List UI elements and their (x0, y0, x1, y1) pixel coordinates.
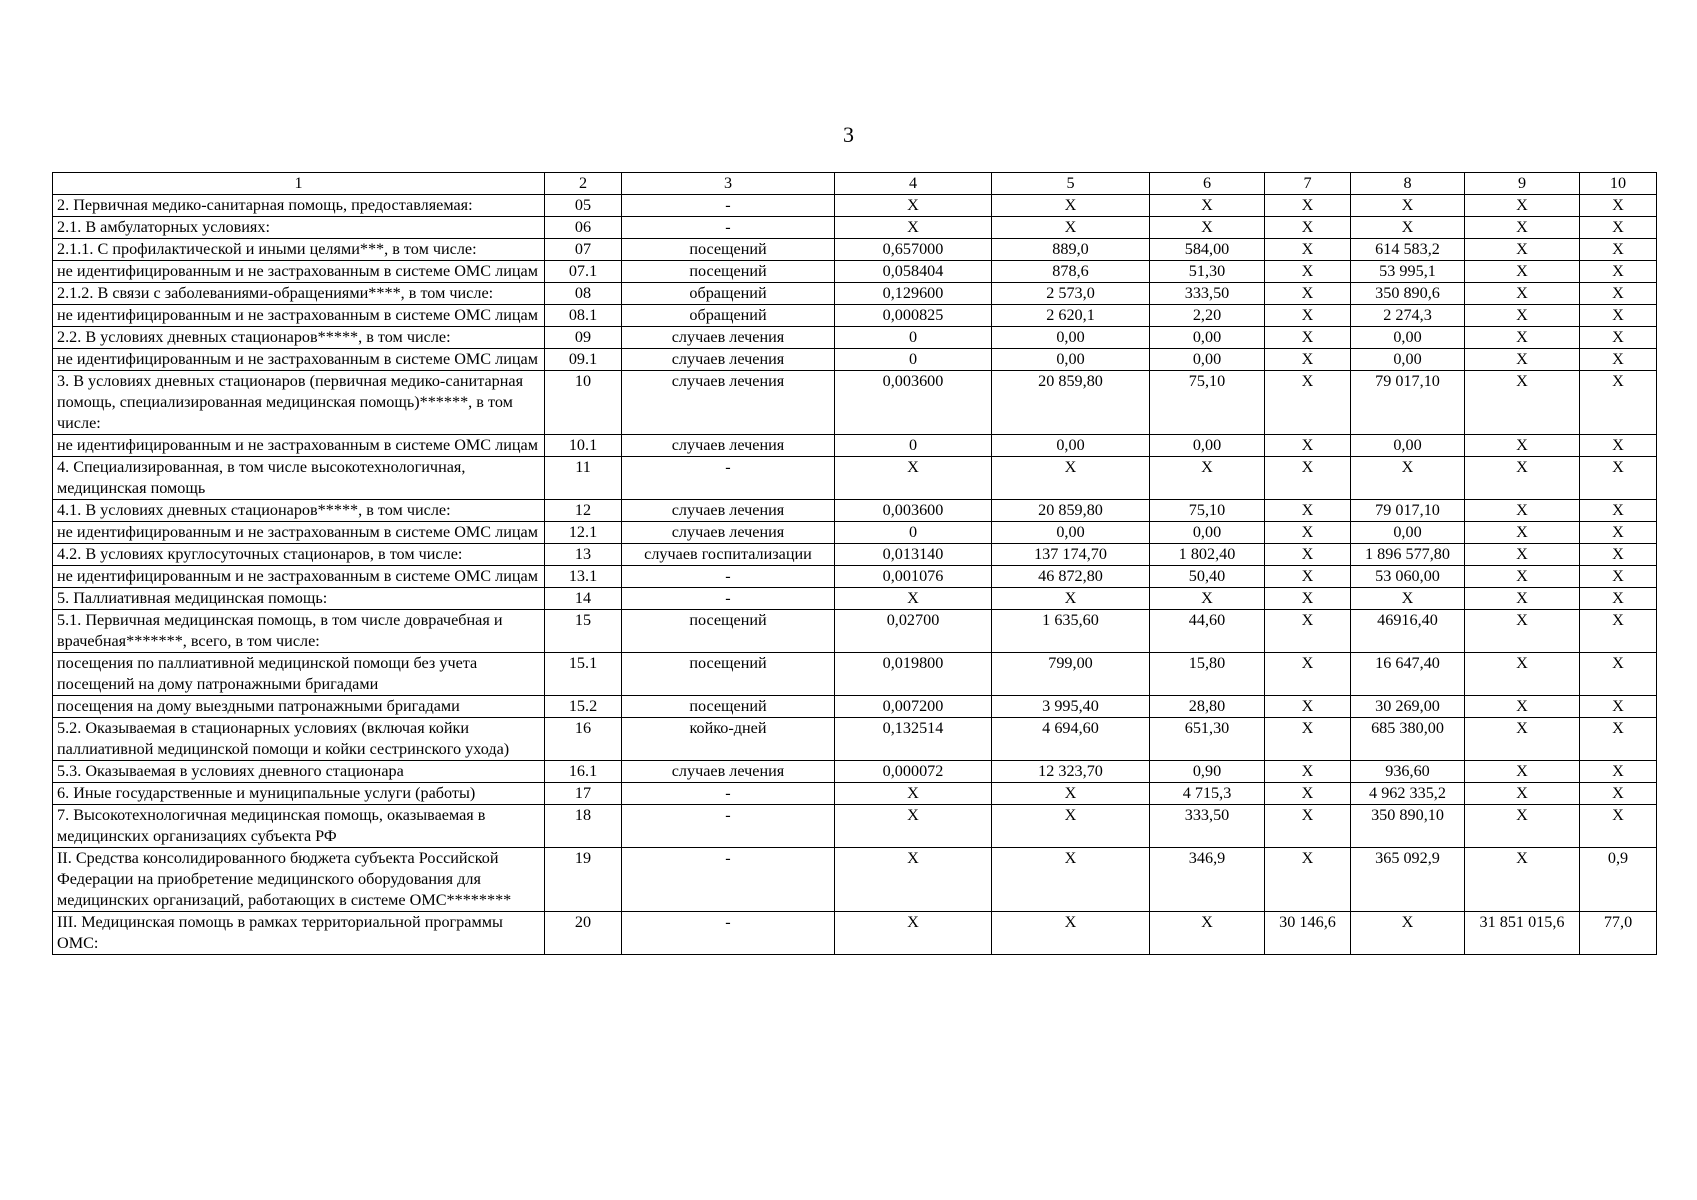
value-cell: 75,10 (1150, 500, 1265, 522)
value-cell: 137 174,70 (992, 544, 1150, 566)
value-cell: 0,000072 (835, 761, 992, 783)
value-cell: Х (1265, 239, 1351, 261)
row-label: 5.1. Первичная медицинская помощь, в том числе доврачебная и врачебная*******, всего, в том числе: (53, 610, 545, 653)
unit-cell: случаев лечения (622, 349, 835, 371)
row-label: 4.1. В условиях дневных стационаров*****, в том числе: (53, 500, 545, 522)
value-cell: Х (1150, 195, 1265, 217)
value-cell: 2 620,1 (992, 305, 1150, 327)
column-number: 7 (1265, 173, 1351, 195)
unit-cell: - (622, 805, 835, 848)
table-row (53, 500, 1657, 522)
row-label: не идентифицированным и не застрахованным в системе ОМС лицам (53, 435, 545, 457)
unit-cell: случаев лечения (622, 500, 835, 522)
financing-table (52, 172, 1657, 955)
table-row (53, 912, 1657, 955)
value-cell: 1 802,40 (1150, 544, 1265, 566)
value-cell: 0,132514 (835, 718, 992, 761)
table-row (53, 610, 1657, 653)
table-row (53, 327, 1657, 349)
value-cell: Х (1580, 261, 1657, 283)
value-cell: Х (835, 588, 992, 610)
column-number: 3 (622, 173, 835, 195)
row-code: 08.1 (545, 305, 622, 327)
value-cell: Х (992, 588, 1150, 610)
table-row (53, 435, 1657, 457)
value-cell: Х (1150, 217, 1265, 239)
row-label: II. Средства консолидированного бюджета субъекта Российской Федерации на приобретение медицинского оборудования для медицинских организаций, работающих в системе ОМС******** (53, 848, 545, 912)
value-cell: 53 995,1 (1351, 261, 1465, 283)
column-number: 8 (1351, 173, 1465, 195)
value-cell: Х (835, 195, 992, 217)
row-code: 10.1 (545, 435, 622, 457)
value-cell: Х (1265, 610, 1351, 653)
row-code: 06 (545, 217, 622, 239)
value-cell: Х (835, 912, 992, 955)
value-cell: Х (992, 217, 1150, 239)
unit-cell: - (622, 217, 835, 239)
value-cell: Х (1351, 195, 1465, 217)
row-label: 4. Специализированная, в том числе высокотехнологичная, медицинская помощь (53, 457, 545, 500)
value-cell: Х (1580, 349, 1657, 371)
table-row (53, 718, 1657, 761)
value-cell: 0,02700 (835, 610, 992, 653)
value-cell: 31 851 015,6 (1465, 912, 1580, 955)
value-cell: Х (1265, 371, 1351, 435)
value-cell: 0 (835, 349, 992, 371)
value-cell: Х (1465, 239, 1580, 261)
value-cell: Х (1580, 588, 1657, 610)
value-cell: Х (1580, 610, 1657, 653)
value-cell: 936,60 (1351, 761, 1465, 783)
value-cell: Х (992, 912, 1150, 955)
value-cell: Х (1265, 217, 1351, 239)
value-cell: 50,40 (1150, 566, 1265, 588)
value-cell: Х (1580, 217, 1657, 239)
value-cell: Х (1465, 500, 1580, 522)
value-cell: Х (1580, 283, 1657, 305)
value-cell: 651,30 (1150, 718, 1265, 761)
row-label: 5.3. Оказываемая в условиях дневного стационара (53, 761, 545, 783)
row-label: не идентифицированным и не застрахованным в системе ОМС лицам (53, 261, 545, 283)
value-cell: Х (1265, 805, 1351, 848)
value-cell: 0,00 (1351, 435, 1465, 457)
column-number: 4 (835, 173, 992, 195)
row-code: 19 (545, 848, 622, 912)
value-cell: 0,9 (1580, 848, 1657, 912)
row-code: 15.1 (545, 653, 622, 696)
value-cell: Х (835, 805, 992, 848)
table-row (53, 305, 1657, 327)
column-number: 6 (1150, 173, 1265, 195)
row-label: 2.2. В условиях дневных стационаров*****, в том числе: (53, 327, 545, 349)
value-cell: Х (1580, 327, 1657, 349)
value-cell: 584,00 (1150, 239, 1265, 261)
value-cell: Х (1265, 457, 1351, 500)
unit-cell: случаев лечения (622, 327, 835, 349)
value-cell: Х (1465, 805, 1580, 848)
value-cell: 79 017,10 (1351, 500, 1465, 522)
value-cell: Х (1265, 327, 1351, 349)
value-cell: 51,30 (1150, 261, 1265, 283)
value-cell: Х (1265, 283, 1351, 305)
table-row (53, 696, 1657, 718)
row-code: 13 (545, 544, 622, 566)
value-cell: 77,0 (1580, 912, 1657, 955)
value-cell: 4 962 335,2 (1351, 783, 1465, 805)
value-cell: 2 274,3 (1351, 305, 1465, 327)
value-cell: Х (835, 457, 992, 500)
value-cell: Х (1465, 261, 1580, 283)
value-cell: Х (1265, 761, 1351, 783)
value-cell: 0,003600 (835, 371, 992, 435)
value-cell: Х (992, 805, 1150, 848)
value-cell: 365 092,9 (1351, 848, 1465, 912)
value-cell: Х (1580, 522, 1657, 544)
value-cell: 20 859,80 (992, 371, 1150, 435)
row-label: 6. Иные государственные и муниципальные услуги (работы) (53, 783, 545, 805)
value-cell: 0,00 (1150, 522, 1265, 544)
value-cell: 799,00 (992, 653, 1150, 696)
row-label: не идентифицированным и не застрахованным в системе ОМС лицам (53, 349, 545, 371)
value-cell: Х (1580, 239, 1657, 261)
value-cell: Х (1265, 261, 1351, 283)
value-cell: 4 694,60 (992, 718, 1150, 761)
row-code: 13.1 (545, 566, 622, 588)
value-cell: 0,00 (1351, 327, 1465, 349)
value-cell: Х (1265, 305, 1351, 327)
unit-cell: случаев лечения (622, 435, 835, 457)
unit-cell: - (622, 912, 835, 955)
value-cell: 0,90 (1150, 761, 1265, 783)
value-cell: 0,00 (992, 522, 1150, 544)
value-cell: 0 (835, 327, 992, 349)
value-cell: Х (1351, 217, 1465, 239)
row-label: не идентифицированным и не застрахованным в системе ОМС лицам (53, 566, 545, 588)
value-cell: 333,50 (1150, 805, 1265, 848)
value-cell: Х (1580, 435, 1657, 457)
row-code: 09 (545, 327, 622, 349)
row-code: 07.1 (545, 261, 622, 283)
unit-cell: - (622, 457, 835, 500)
row-label: 2.1. В амбулаторных условиях: (53, 217, 545, 239)
value-cell: Х (1580, 653, 1657, 696)
row-label: 2.1.2. В связи с заболеваниями-обращениями****, в том числе: (53, 283, 545, 305)
value-cell: Х (1265, 349, 1351, 371)
value-cell: 75,10 (1150, 371, 1265, 435)
column-number: 10 (1580, 173, 1657, 195)
value-cell: Х (1580, 566, 1657, 588)
value-cell: Х (1351, 912, 1465, 955)
value-cell: Х (1465, 544, 1580, 566)
column-number: 5 (992, 173, 1150, 195)
value-cell: Х (1465, 610, 1580, 653)
value-cell: 0,129600 (835, 283, 992, 305)
value-cell: Х (1580, 544, 1657, 566)
unit-cell: - (622, 783, 835, 805)
table-row (53, 848, 1657, 912)
unit-cell: посещений (622, 261, 835, 283)
unit-cell: случаев лечения (622, 761, 835, 783)
value-cell: Х (1265, 588, 1351, 610)
value-cell: Х (1265, 848, 1351, 912)
value-cell: Х (1465, 761, 1580, 783)
table-row (53, 544, 1657, 566)
value-cell: Х (1465, 305, 1580, 327)
row-label: 5. Паллиативная медицинская помощь: (53, 588, 545, 610)
value-cell: 15,80 (1150, 653, 1265, 696)
value-cell: 0,007200 (835, 696, 992, 718)
row-label: III. Медицинская помощь в рамках территориальной программы ОМС: (53, 912, 545, 955)
value-cell: 878,6 (992, 261, 1150, 283)
value-cell: Х (1265, 718, 1351, 761)
table-row (53, 805, 1657, 848)
value-cell: Х (1465, 848, 1580, 912)
value-cell: Х (1465, 696, 1580, 718)
row-code: 10 (545, 371, 622, 435)
value-cell: Х (1265, 435, 1351, 457)
value-cell: 614 583,2 (1351, 239, 1465, 261)
value-cell: 1 635,60 (992, 610, 1150, 653)
row-label: посещения по паллиативной медицинской помощи без учета посещений на дому патронажными бригадами (53, 653, 545, 696)
row-label: 4.2. В условиях круглосуточных стационаров, в том числе: (53, 544, 545, 566)
value-cell: Х (1465, 371, 1580, 435)
unit-cell: - (622, 848, 835, 912)
value-cell: 0,00 (1150, 327, 1265, 349)
value-cell: 0,013140 (835, 544, 992, 566)
value-cell: 350 890,6 (1351, 283, 1465, 305)
page-number: 3 (843, 122, 854, 147)
value-cell: Х (1580, 718, 1657, 761)
value-cell: 46 872,80 (992, 566, 1150, 588)
row-code: 05 (545, 195, 622, 217)
value-cell: 0,00 (1351, 522, 1465, 544)
value-cell: 28,80 (1150, 696, 1265, 718)
value-cell: 0,00 (992, 349, 1150, 371)
value-cell: Х (1265, 653, 1351, 696)
table-row (53, 588, 1657, 610)
value-cell: Х (1465, 349, 1580, 371)
value-cell: 30 269,00 (1351, 696, 1465, 718)
unit-cell: посещений (622, 610, 835, 653)
value-cell: Х (1265, 522, 1351, 544)
value-cell: Х (1150, 912, 1265, 955)
value-cell: Х (1465, 566, 1580, 588)
row-label: 2.1.1. С профилактической и иными целями***, в том числе: (53, 239, 545, 261)
value-cell: 3 995,40 (992, 696, 1150, 718)
value-cell: Х (1465, 783, 1580, 805)
table-row (53, 522, 1657, 544)
value-cell: Х (1150, 457, 1265, 500)
value-cell: 0,000825 (835, 305, 992, 327)
value-cell: 79 017,10 (1351, 371, 1465, 435)
table-row (53, 261, 1657, 283)
value-cell: 4 715,3 (1150, 783, 1265, 805)
value-cell: Х (1465, 327, 1580, 349)
value-cell: 0,00 (992, 435, 1150, 457)
value-cell: Х (1580, 500, 1657, 522)
row-code: 18 (545, 805, 622, 848)
row-code: 20 (545, 912, 622, 955)
value-cell: Х (1150, 588, 1265, 610)
value-cell: 685 380,00 (1351, 718, 1465, 761)
value-cell: Х (1465, 457, 1580, 500)
value-cell: 53 060,00 (1351, 566, 1465, 588)
row-code: 16.1 (545, 761, 622, 783)
table-row (53, 349, 1657, 371)
value-cell: Х (835, 848, 992, 912)
value-cell: 346,9 (1150, 848, 1265, 912)
value-cell: Х (1580, 783, 1657, 805)
value-cell: Х (1465, 435, 1580, 457)
table-row (53, 653, 1657, 696)
value-cell: Х (1580, 805, 1657, 848)
value-cell: Х (1265, 696, 1351, 718)
row-code: 12 (545, 500, 622, 522)
table-row (53, 283, 1657, 305)
row-label: 2. Первичная медико-санитарная помощь, предоставляемая: (53, 195, 545, 217)
unit-cell: посещений (622, 239, 835, 261)
unit-cell: - (622, 195, 835, 217)
row-code: 15 (545, 610, 622, 653)
value-cell: Х (1580, 761, 1657, 783)
value-cell: 889,0 (992, 239, 1150, 261)
unit-cell: случаев лечения (622, 522, 835, 544)
value-cell: 20 859,80 (992, 500, 1150, 522)
row-label: посещения на дому выездными патронажными бригадами (53, 696, 545, 718)
unit-cell: случаев лечения (622, 371, 835, 435)
value-cell: 0,003600 (835, 500, 992, 522)
value-cell: Х (1465, 588, 1580, 610)
row-code: 08 (545, 283, 622, 305)
value-cell: Х (1465, 653, 1580, 696)
value-cell: Х (992, 848, 1150, 912)
value-cell: Х (1351, 588, 1465, 610)
row-code: 07 (545, 239, 622, 261)
unit-cell: случаев госпитализации (622, 544, 835, 566)
value-cell: 0,019800 (835, 653, 992, 696)
value-cell: 2,20 (1150, 305, 1265, 327)
value-cell: 44,60 (1150, 610, 1265, 653)
value-cell: Х (1465, 217, 1580, 239)
value-cell: 46916,40 (1351, 610, 1465, 653)
value-cell: Х (992, 783, 1150, 805)
row-label: не идентифицированным и не застрахованным в системе ОМС лицам (53, 305, 545, 327)
unit-cell: койко-дней (622, 718, 835, 761)
value-cell: 0,00 (992, 327, 1150, 349)
value-cell: Х (1465, 522, 1580, 544)
value-cell: 0,00 (1351, 349, 1465, 371)
value-cell: Х (1265, 500, 1351, 522)
row-label: 5.2. Оказываемая в стационарных условиях (включая койки паллиативной медицинской помощи и койки сестринского ухода) (53, 718, 545, 761)
column-number: 1 (53, 173, 545, 195)
row-code: 09.1 (545, 349, 622, 371)
column-number-row (53, 173, 1657, 195)
table-row (53, 783, 1657, 805)
column-number: 9 (1465, 173, 1580, 195)
value-cell: 0,058404 (835, 261, 992, 283)
value-cell: Х (1351, 457, 1465, 500)
row-code: 14 (545, 588, 622, 610)
table-row (53, 457, 1657, 500)
unit-cell: посещений (622, 696, 835, 718)
unit-cell: - (622, 588, 835, 610)
value-cell: 30 146,6 (1265, 912, 1351, 955)
table-row (53, 566, 1657, 588)
value-cell: Х (1580, 305, 1657, 327)
row-label: 3. В условиях дневных стационаров (первичная медико-санитарная помощь, специализированная медицинская помощь)******, в том числе: (53, 371, 545, 435)
row-code: 15.2 (545, 696, 622, 718)
value-cell: Х (1580, 457, 1657, 500)
value-cell: 0,657000 (835, 239, 992, 261)
value-cell: Х (1580, 371, 1657, 435)
value-cell: Х (1265, 544, 1351, 566)
value-cell: Х (1265, 566, 1351, 588)
value-cell: Х (1580, 195, 1657, 217)
value-cell: Х (1265, 783, 1351, 805)
value-cell: 350 890,10 (1351, 805, 1465, 848)
table-row (53, 195, 1657, 217)
value-cell: Х (1265, 195, 1351, 217)
value-cell: Х (1465, 283, 1580, 305)
value-cell: 2 573,0 (992, 283, 1150, 305)
value-cell: 0 (835, 435, 992, 457)
value-cell: 0,001076 (835, 566, 992, 588)
value-cell: 1 896 577,80 (1351, 544, 1465, 566)
row-code: 16 (545, 718, 622, 761)
table-row (53, 761, 1657, 783)
value-cell: 16 647,40 (1351, 653, 1465, 696)
unit-cell: обращений (622, 305, 835, 327)
unit-cell: - (622, 566, 835, 588)
row-code: 11 (545, 457, 622, 500)
row-code: 12.1 (545, 522, 622, 544)
table-row (53, 371, 1657, 435)
column-number: 2 (545, 173, 622, 195)
value-cell: Х (835, 217, 992, 239)
value-cell: Х (1580, 696, 1657, 718)
unit-cell: обращений (622, 283, 835, 305)
table-row (53, 239, 1657, 261)
value-cell: 0,00 (1150, 349, 1265, 371)
value-cell: Х (835, 783, 992, 805)
value-cell: Х (992, 457, 1150, 500)
value-cell: 0,00 (1150, 435, 1265, 457)
row-label: 7. Высокотехнологичная медицинская помощь, оказываемая в медицинских организациях субъекта РФ (53, 805, 545, 848)
value-cell: Х (1465, 195, 1580, 217)
value-cell: Х (1465, 718, 1580, 761)
table-row (53, 217, 1657, 239)
value-cell: 333,50 (1150, 283, 1265, 305)
value-cell: Х (992, 195, 1150, 217)
value-cell: 0 (835, 522, 992, 544)
row-code: 17 (545, 783, 622, 805)
unit-cell: посещений (622, 653, 835, 696)
value-cell: 12 323,70 (992, 761, 1150, 783)
row-label: не идентифицированным и не застрахованным в системе ОМС лицам (53, 522, 545, 544)
